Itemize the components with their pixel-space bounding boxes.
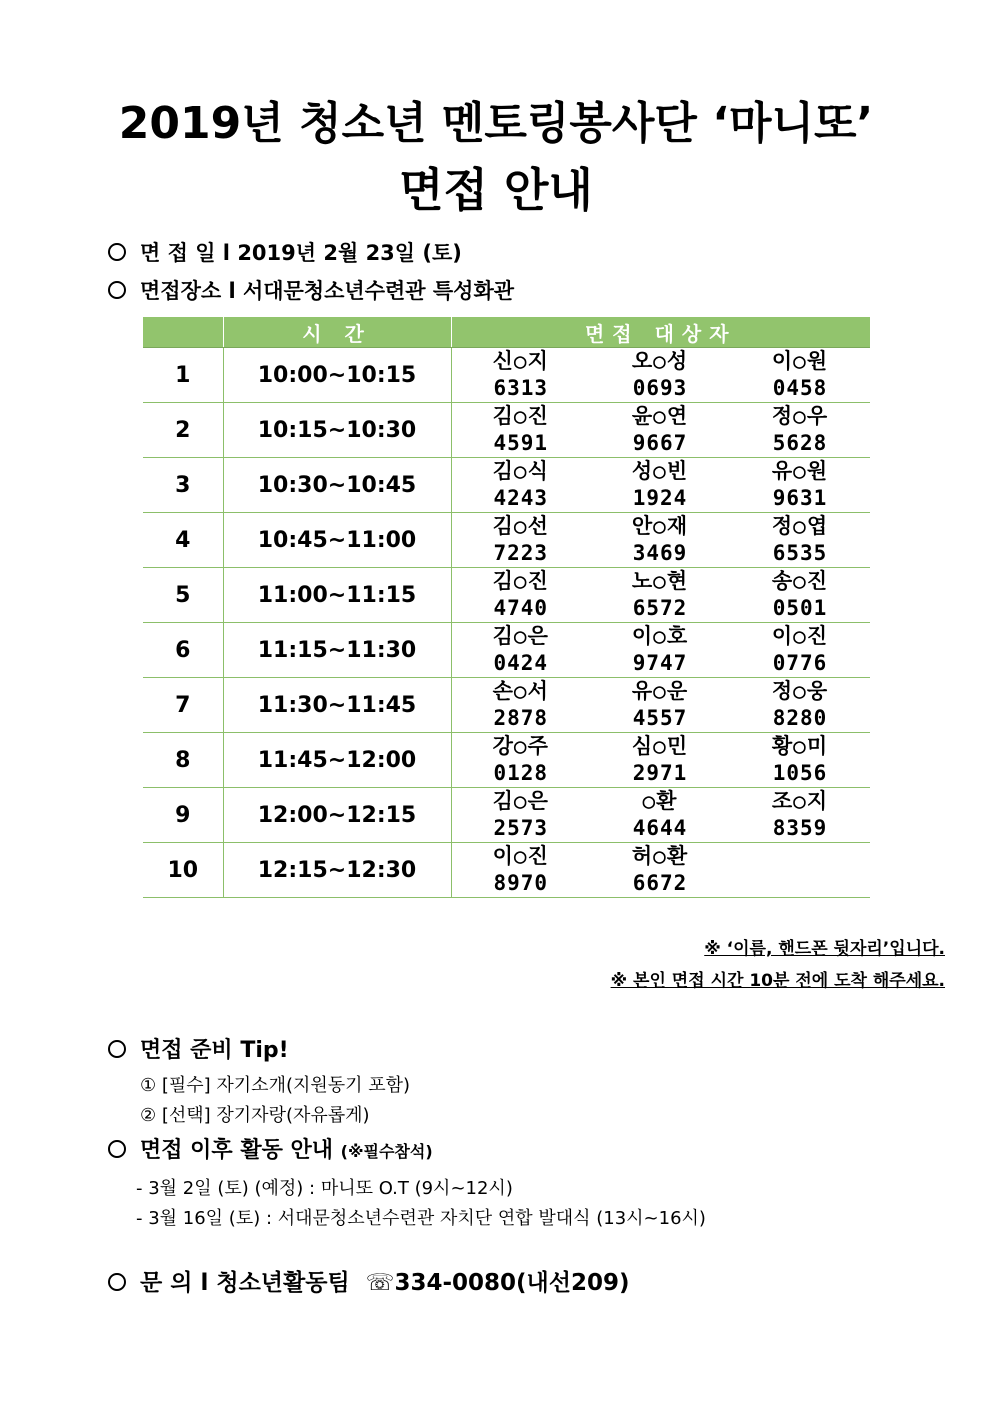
candidate-cell xyxy=(451,458,590,513)
table-row xyxy=(143,458,870,513)
candidate-cell xyxy=(451,568,590,623)
note-arrival: ※ 본인 면접 시간 10분 전에 도착 해주세요. xyxy=(610,971,945,991)
activity-heading xyxy=(108,1136,433,1167)
activity-item-2: - 3월 16일 (토) : 서대문청소년수련관 자치단 연합 발대식 (13시~16시) xyxy=(136,1208,706,1229)
candidate-name: 신○지 xyxy=(492,349,549,373)
candidate-phone-suffix: 9631 xyxy=(772,486,828,510)
row-number: 4 xyxy=(143,513,223,568)
candidate-name: 김○은 xyxy=(492,624,549,648)
row-number: 9 xyxy=(143,788,223,843)
candidate-cell xyxy=(590,623,730,678)
row-number: 8 xyxy=(143,733,223,788)
candidate-cell xyxy=(730,348,870,403)
interview-place-line xyxy=(108,276,514,306)
candidate-cell xyxy=(590,513,730,568)
header-time: 시 간 xyxy=(223,317,451,348)
candidate-name: 김○선 xyxy=(492,514,549,538)
candidate-phone-suffix: 0458 xyxy=(772,376,828,400)
candidate-name: 김○진 xyxy=(492,569,549,593)
candidate-name: 손○서 xyxy=(492,679,549,703)
table-row xyxy=(143,788,870,843)
table-row xyxy=(143,623,870,678)
circle-bullet-icon xyxy=(108,281,126,299)
candidate-phone-suffix: 2573 xyxy=(493,816,549,840)
candidate-name: 심○민 xyxy=(631,734,689,758)
contact-team: 청소년활동팀 xyxy=(216,1270,350,1296)
time-slot: 12:15~12:30 xyxy=(223,843,451,898)
candidate-name: 이○진 xyxy=(771,624,829,648)
row-number: 10 xyxy=(143,843,223,898)
tips-heading xyxy=(108,1036,289,1066)
row-number: 5 xyxy=(143,568,223,623)
candidate-cell xyxy=(451,348,590,403)
candidate-name: ○환 xyxy=(642,789,678,813)
candidate-cell xyxy=(730,788,870,843)
candidate-cell xyxy=(730,678,870,733)
candidate-name: 윤○연 xyxy=(631,404,689,428)
candidate-phone-suffix: 0501 xyxy=(772,596,828,620)
activity-item-1: - 3월 2일 (토) (예정) : 마니또 O.T (9시~12시) xyxy=(136,1178,513,1199)
candidate-cell xyxy=(730,623,870,678)
candidate-phone-suffix: 0128 xyxy=(493,761,549,785)
candidate-phone-suffix: 4644 xyxy=(632,816,688,840)
candidate-name: 강○주 xyxy=(492,734,549,758)
row-number: 1 xyxy=(143,348,223,403)
time-slot: 12:00~12:15 xyxy=(223,788,451,843)
candidate-cell xyxy=(730,513,870,568)
time-slot: 10:15~10:30 xyxy=(223,403,451,458)
candidate-cell xyxy=(590,733,730,788)
candidate-phone-suffix: 7223 xyxy=(493,541,549,565)
interview-schedule-table xyxy=(143,317,870,898)
candidate-phone-suffix: 9667 xyxy=(632,431,688,455)
candidate-name: 안○재 xyxy=(631,514,689,538)
candidate-name: 이○호 xyxy=(631,624,689,648)
time-slot: 11:30~11:45 xyxy=(223,678,451,733)
candidate-cell xyxy=(451,403,590,458)
table-row xyxy=(143,403,870,458)
time-slot: 11:45~12:00 xyxy=(223,733,451,788)
candidate-phone-suffix: 0693 xyxy=(632,376,688,400)
contact-separator: l xyxy=(200,1270,209,1296)
candidate-phone-suffix: 4740 xyxy=(493,596,549,620)
candidate-phone-suffix: 2878 xyxy=(493,706,549,730)
candidate-phone-suffix: 6672 xyxy=(632,871,688,895)
candidate-phone-suffix: 6313 xyxy=(493,376,549,400)
candidate-phone-suffix: 9747 xyxy=(632,651,688,675)
candidate-name: 유○운 xyxy=(631,679,689,703)
candidate-name: 정○우 xyxy=(771,404,829,428)
time-slot: 11:00~11:15 xyxy=(223,568,451,623)
table-row xyxy=(143,733,870,788)
place-label: 면접장소 xyxy=(140,279,229,303)
interview-date-line xyxy=(108,238,462,268)
candidate-name: 조○지 xyxy=(771,789,829,813)
tip-item-2: ② [선택] 장기자랑(자유롭게) xyxy=(140,1105,370,1126)
candidate-cell xyxy=(730,843,870,898)
candidate-cell xyxy=(451,788,590,843)
row-number: 3 xyxy=(143,458,223,513)
candidate-name: 김○진 xyxy=(492,404,549,428)
table-row xyxy=(143,568,870,623)
tips-heading-text: 면접 준비 Tip! xyxy=(140,1038,289,1063)
candidate-cell xyxy=(590,458,730,513)
date-separator: l xyxy=(222,241,230,265)
candidate-name: 노○현 xyxy=(631,569,689,593)
table-row xyxy=(143,348,870,403)
candidate-phone-suffix: 8970 xyxy=(493,871,549,895)
candidate-name: 정○엽 xyxy=(771,514,829,538)
row-number: 2 xyxy=(143,403,223,458)
table-header-row xyxy=(143,317,870,348)
candidate-cell xyxy=(730,458,870,513)
candidate-cell xyxy=(590,348,730,403)
date-value: 2019년 2월 23일 (토) xyxy=(237,241,462,265)
table-row xyxy=(143,843,870,898)
activity-heading-text: 면접 이후 활동 안내 xyxy=(140,1138,341,1163)
time-slot: 10:30~10:45 xyxy=(223,458,451,513)
activity-heading-note: (※필수참석) xyxy=(340,1142,433,1161)
row-number: 6 xyxy=(143,623,223,678)
candidate-cell xyxy=(730,403,870,458)
candidate-name: 황○미 xyxy=(771,734,829,758)
contact-line xyxy=(108,1268,630,1298)
candidate-phone-suffix: 8359 xyxy=(772,816,828,840)
candidate-name: 정○웅 xyxy=(771,679,829,703)
candidate-name: 김○은 xyxy=(492,789,549,813)
candidate-phone-suffix: 4557 xyxy=(632,706,688,730)
phone-icon: ☏ xyxy=(365,1270,395,1296)
date-label: 면 접 일 xyxy=(140,241,223,265)
circle-bullet-icon xyxy=(108,1040,126,1058)
table-row xyxy=(143,513,870,568)
candidate-cell xyxy=(451,623,590,678)
candidate-cell xyxy=(451,733,590,788)
candidate-phone-suffix: 5628 xyxy=(772,431,828,455)
candidate-cell xyxy=(730,733,870,788)
candidate-name: 허○환 xyxy=(631,844,689,868)
candidate-cell xyxy=(590,403,730,458)
candidate-phone-suffix: 6535 xyxy=(772,541,828,565)
doc-title-line1: 2019년 청소년 멘토링봉사단 ‘마니또’ xyxy=(118,98,874,149)
candidate-name: 성○빈 xyxy=(631,459,689,483)
time-slot: 11:15~11:30 xyxy=(223,623,451,678)
candidate-name: 유○원 xyxy=(771,459,829,483)
circle-bullet-icon xyxy=(108,243,126,261)
candidate-name: 이○진 xyxy=(492,844,549,868)
circle-bullet-icon xyxy=(108,1273,126,1291)
contact-phone: 334-0080(내선209) xyxy=(394,1270,630,1296)
place-separator: l xyxy=(228,279,236,303)
header-candidates: 면접 대상자 xyxy=(451,317,870,348)
candidate-cell xyxy=(730,568,870,623)
candidate-cell xyxy=(590,678,730,733)
contact-label: 문 의 xyxy=(140,1270,201,1296)
candidate-name: 송○진 xyxy=(771,569,829,593)
place-value: 서대문청소년수련관 특성화관 xyxy=(242,279,515,303)
candidate-phone-suffix: 2971 xyxy=(632,761,688,785)
candidate-name: 김○식 xyxy=(492,459,549,483)
candidate-phone-suffix: 8280 xyxy=(772,706,828,730)
candidate-phone-suffix: 4243 xyxy=(493,486,549,510)
candidate-phone-suffix: 4591 xyxy=(493,431,549,455)
time-slot: 10:45~11:00 xyxy=(223,513,451,568)
candidate-name: 오○성 xyxy=(631,349,689,373)
candidate-cell xyxy=(590,788,730,843)
row-number: 7 xyxy=(143,678,223,733)
tip-item-1: ① [필수] 자기소개(지원동기 포함) xyxy=(140,1075,411,1096)
note-name-phone: ※ ‘이름, 핸드폰 뒷자리’입니다. xyxy=(704,939,945,959)
candidate-cell xyxy=(590,568,730,623)
header-no xyxy=(143,317,223,348)
table-row xyxy=(143,678,870,733)
candidate-cell xyxy=(590,843,730,898)
candidate-phone-suffix: 0424 xyxy=(493,651,549,675)
candidate-phone-suffix: 3469 xyxy=(632,541,688,565)
time-slot: 10:00~10:15 xyxy=(223,348,451,403)
candidate-phone-suffix: 6572 xyxy=(632,596,688,620)
doc-title-line2: 면접 안내 xyxy=(399,163,593,217)
candidate-name: 이○원 xyxy=(771,349,829,373)
candidate-cell xyxy=(451,843,590,898)
circle-bullet-icon xyxy=(108,1140,126,1158)
candidate-phone-suffix: 1924 xyxy=(632,486,688,510)
candidate-phone-suffix: 1056 xyxy=(772,761,828,785)
candidate-cell xyxy=(451,513,590,568)
candidate-cell xyxy=(451,678,590,733)
candidate-phone-suffix: 0776 xyxy=(772,651,828,675)
